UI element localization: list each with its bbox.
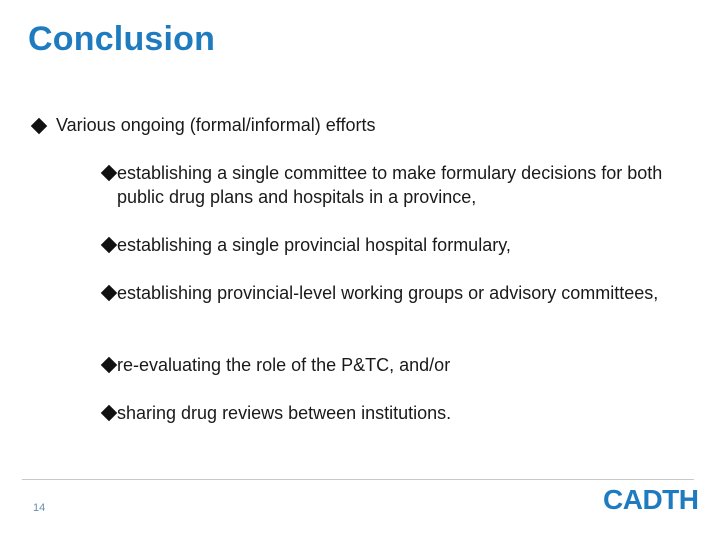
sub-bullet: [102, 281, 692, 305]
page-number: 14: [33, 502, 46, 514]
sub-bullet-text: establishing a single committee to make formulary decisions for both public drug plans and hospitals in a province,: [117, 163, 663, 207]
sub-bullet-text: establishing provincial-level working groups or advisory committees,: [117, 283, 659, 303]
sub-bullet-text: sharing drug reviews between institutions.: [117, 403, 452, 423]
diamond-bullet-icon: [102, 358, 116, 372]
main-bullet: [32, 115, 375, 136]
sub-bullet: [102, 353, 692, 377]
diamond-bullet-icon: [32, 119, 46, 133]
sub-bullet: [102, 161, 692, 209]
diamond-bullet-icon: [102, 286, 116, 300]
footer-divider: [22, 479, 694, 480]
sub-bullet: [102, 401, 692, 425]
diamond-bullet-icon: [102, 238, 116, 252]
sub-bullet: [102, 233, 692, 257]
diamond-bullet-icon: [102, 166, 116, 180]
slide-title: Conclusion: [28, 20, 216, 58]
diamond-bullet-icon: [102, 406, 116, 420]
main-bullet-text: Various ongoing (formal/informal) efforts: [56, 115, 376, 135]
sub-bullet-text: establishing a single provincial hospital formulary,: [117, 235, 511, 255]
sub-bullet-text: re-evaluating the role of the P&TC, and/or: [117, 355, 451, 375]
cadth-logo: CADTH: [603, 484, 699, 515]
